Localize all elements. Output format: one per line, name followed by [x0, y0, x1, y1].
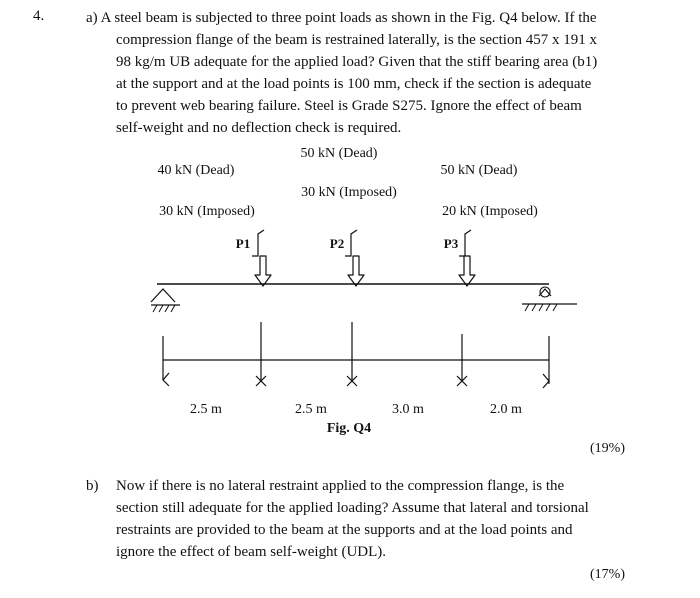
part-b-marks: (17%) [590, 567, 625, 582]
part-a-marks: (19%) [590, 441, 625, 456]
load-bracket-p3 [459, 230, 471, 256]
part-b-text [86, 475, 642, 563]
part-b-line: restraints are provided to the beam at the supports and at the load points and [116, 522, 573, 538]
load-p1-imposed: 30 kN (Imposed) [159, 204, 255, 219]
question-number: 4. [33, 8, 45, 24]
load-label-p2: P2 [329, 236, 345, 251]
dimension-line [163, 322, 549, 388]
load-p3-dead: 50 kN (Dead) [440, 163, 518, 178]
span-label-1: 2.5 m [190, 402, 222, 417]
load-arrow-p3 [459, 256, 475, 286]
roller-support-icon [522, 287, 577, 311]
load-bracket-p2 [345, 230, 357, 256]
load-p1-dead: 40 kN (Dead) [157, 163, 235, 178]
part-b-label: b) [86, 478, 99, 494]
part-a-line: at the support and at the load points is 100 mm, check if the section is adequate [116, 76, 592, 92]
load-p3-imposed: 20 kN (Imposed) [442, 204, 538, 219]
part-b-line: section still adequate for the applied loading? Assume that lateral and torsional [116, 500, 589, 516]
part-b-line: ignore the effect of beam self-weight (UDL). [116, 544, 387, 560]
part-a-line: 98 kg/m UB adequate for the applied load? Given that the stiff bearing area (b1) [116, 54, 598, 70]
load-bracket-p1 [252, 230, 264, 256]
span-label-3: 3.0 m [392, 402, 424, 417]
part-a-line: compression flange of the beam is restrained laterally, is the section 457 x 191 x [116, 32, 597, 48]
load-label-p3: P3 [443, 236, 459, 251]
part-b-line: Now if there is no lateral restraint applied to the compression flange, is the [116, 478, 565, 494]
part-a-line: a) A steel beam is subjected to three point loads as shown in the Fig. Q4 below. If the [86, 10, 597, 26]
load-label-p1: P1 [235, 236, 251, 251]
load-arrow-p2 [348, 256, 364, 286]
span-label-4: 2.0 m [490, 402, 522, 417]
part-a-line: to prevent web bearing failure. Steel is Grade S275. Ignore the effect of beam [116, 98, 582, 114]
figure-caption: Fig. Q4 [326, 421, 372, 436]
load-p2-dead: 50 kN (Dead) [300, 146, 378, 161]
pin-support-icon [151, 289, 180, 312]
load-p2-imposed: 30 kN (Imposed) [301, 185, 397, 200]
span-label-2: 2.5 m [295, 402, 327, 417]
load-arrow-p1 [255, 256, 271, 286]
part-a-line: self-weight and no deflection check is required. [116, 120, 402, 136]
